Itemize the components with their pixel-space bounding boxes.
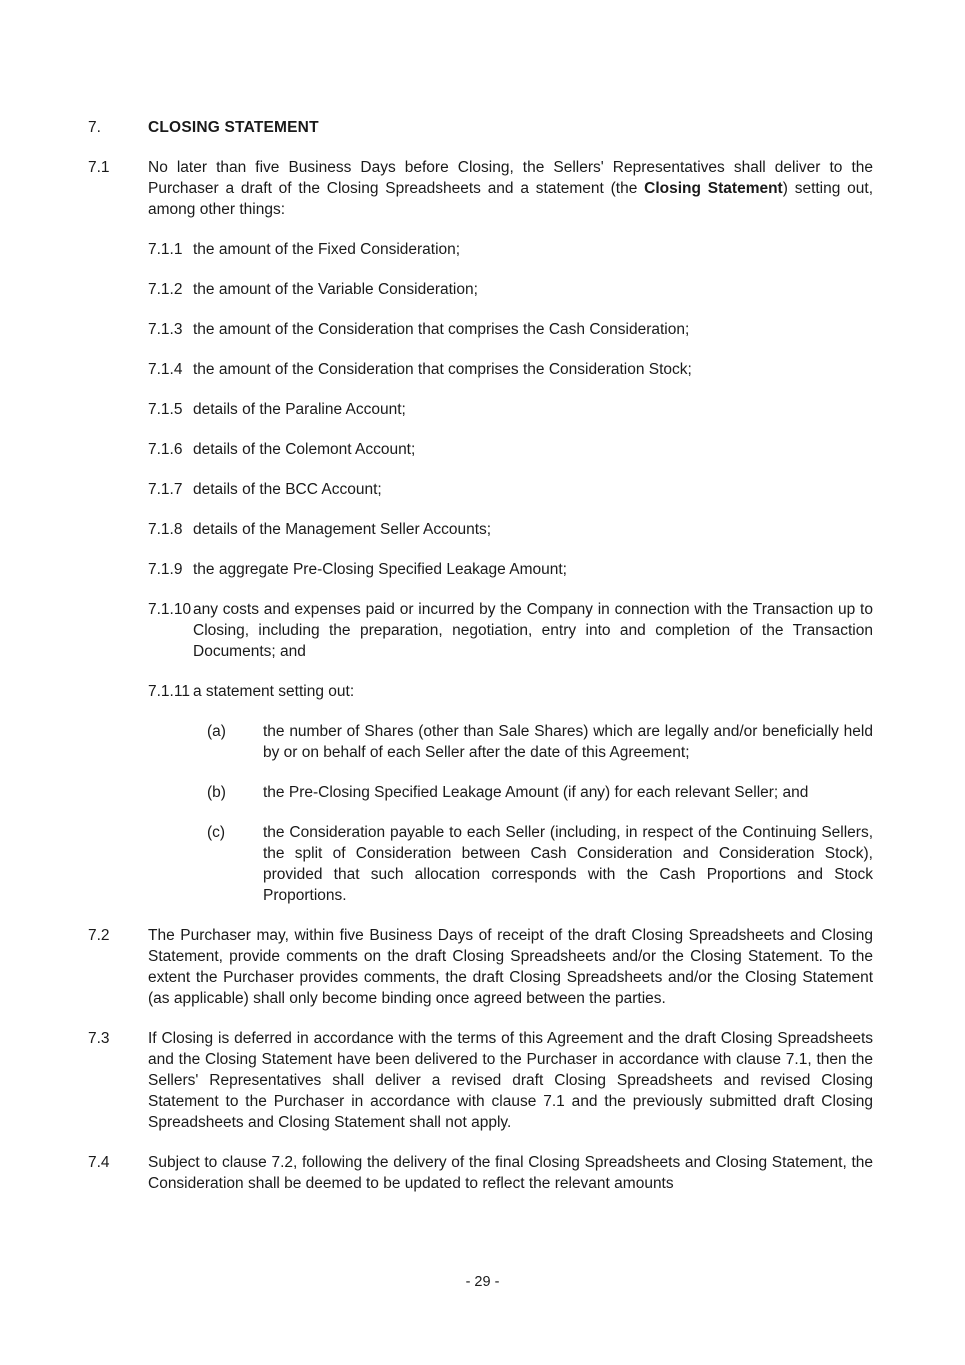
alpha-item-label: (b) xyxy=(207,784,226,801)
sub-clause-7-1-9 xyxy=(148,559,873,580)
clause-7-2 xyxy=(88,925,873,1009)
alpha-item-label: (c) xyxy=(207,824,226,841)
sub-clause-number: 7.1.11 xyxy=(148,683,190,700)
sub-clause-7-1-11 xyxy=(148,681,873,702)
alpha-item-b xyxy=(207,782,873,803)
sub-clause-number: 7.1.10 xyxy=(148,601,192,618)
alpha-item-text: the Consideration payable to each Seller (including, in respect of the Continuing Sellers, the split of Consideration between Cash Consideration and Consideration Stock), provided that such allocation corresponds with the Cash Proportions and Stock Proportions. xyxy=(263,824,873,904)
sub-clause-number: 7.1.1 xyxy=(148,241,183,258)
section-number: 7. xyxy=(88,119,101,136)
alpha-item-text: the number of Shares (other than Sale Shares) which are legally and/or beneficially held by or on behalf of each Seller after the date of this Agreement; xyxy=(263,723,873,761)
sub-clause-7-1-3 xyxy=(148,319,873,340)
sub-clause-text: the amount of the Consideration that comprises the Cash Consideration; xyxy=(193,321,690,338)
sub-clause-number: 7.1.2 xyxy=(148,281,183,298)
sub-clause-text: any costs and expenses paid or incurred by the Company in connection with the Transaction up to Closing, including the preparation, negotiation, entry into and completion of the Transaction Documents; and xyxy=(193,601,873,660)
sub-clause-text: details of the BCC Account; xyxy=(193,481,382,498)
clause-text: The Purchaser may, within five Business Days of receipt of the draft Closing Spreadsheets and Closing Statement, provide comments on the draft Closing Spreadsheets and/or the Closing Statement. To the extent the Purchaser provides comments, the draft Closing Spreadsheets and/or the Closing Statement (as applicable) shall only become binding once agreed between the parties. xyxy=(148,927,873,1007)
sub-clause-7-1-6 xyxy=(148,439,873,460)
sub-clause-number: 7.1.7 xyxy=(148,481,183,498)
sub-clause-7-1-10 xyxy=(148,599,873,662)
alpha-item-label: (a) xyxy=(207,723,226,740)
clause-text xyxy=(148,157,873,220)
clause-number: 7.3 xyxy=(88,1030,110,1047)
sub-clause-7-1-1 xyxy=(148,239,873,260)
sub-clause-text: details of the Management Seller Accounts; xyxy=(193,521,492,538)
clause-number: 7.2 xyxy=(88,927,110,944)
clause-7-1 xyxy=(88,157,873,220)
sub-clause-7-1-2 xyxy=(148,279,873,300)
sub-clause-number: 7.1.5 xyxy=(148,401,183,418)
sub-clause-number: 7.1.9 xyxy=(148,561,183,578)
clause-7-3 xyxy=(88,1028,873,1133)
clause-7-4 xyxy=(88,1152,873,1194)
sub-clause-number: 7.1.6 xyxy=(148,441,183,458)
sub-clause-text: details of the Colemont Account; xyxy=(193,441,416,458)
clause-number: 7.4 xyxy=(88,1154,110,1171)
clause-text-before-bold: No later than five Business Days before Closing, the Sellers' Representatives shall deliver to the Purchaser a draft of the Closing Spreadsheets and a statement (the xyxy=(148,159,873,197)
sub-clause-number: 7.1.8 xyxy=(148,521,183,538)
alpha-item-c xyxy=(207,822,873,906)
section-title: CLOSING STATEMENT xyxy=(148,119,319,136)
alpha-item-text: the Pre-Closing Specified Leakage Amount (if any) for each relevant Seller; and xyxy=(263,784,809,801)
sub-clause-7-1-7 xyxy=(148,479,873,500)
sub-clause-7-1-8 xyxy=(148,519,873,540)
defined-term: Closing Statement xyxy=(644,180,783,197)
sub-clause-text: the amount of the Fixed Consideration; xyxy=(193,241,461,258)
sub-clause-text: the amount of the Consideration that comprises the Consideration Stock; xyxy=(193,361,692,378)
sub-clause-text: the amount of the Variable Consideration; xyxy=(193,281,478,298)
clause-text: Subject to clause 7.2, following the delivery of the final Closing Spreadsheets and Closing Statement, the Consideration shall be deemed to be updated to reflect the relevant amounts xyxy=(148,1154,873,1192)
clause-number: 7.1 xyxy=(88,159,110,176)
sub-clause-text: details of the Paraline Account; xyxy=(193,401,406,418)
alpha-item-a xyxy=(207,721,873,763)
section-heading xyxy=(88,117,873,138)
page-number: - 29 - xyxy=(465,1274,500,1290)
sub-clause-7-1-4 xyxy=(148,359,873,380)
clause-text-after-bold: ) setting out, among other things: xyxy=(148,180,874,218)
sub-clause-text: a statement setting out: xyxy=(193,683,355,700)
sub-clause-text: the aggregate Pre-Closing Specified Leakage Amount; xyxy=(193,561,567,578)
sub-clause-7-1-5 xyxy=(148,399,873,420)
sub-clause-number: 7.1.3 xyxy=(148,321,183,338)
clause-text: If Closing is deferred in accordance with the terms of this Agreement and the draft Closing Spreadsheets and the Closing Statement have been delivered to the Purchaser in accordance with clause 7.1, then the Sellers' Representatives shall deliver a revised draft Closing Spreadsheets and revised Closing Statement to the Purchaser in accordance with clause 7.1 and the previously submitted draft Closing Spreadsheets and Closing Statement shall not apply. xyxy=(148,1030,873,1131)
sub-clause-number: 7.1.4 xyxy=(148,361,183,378)
